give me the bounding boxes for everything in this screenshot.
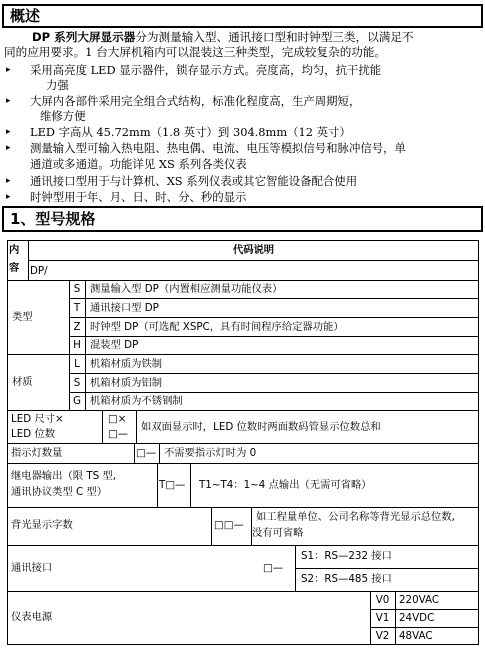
type-desc: 时钟型 DP（可选配 XSPC，具有时间程序给定器功能） <box>90 321 344 333</box>
material-code: S <box>73 377 81 389</box>
bullet-4-line-2: 通道或多通道。功能详见 XS 系列各类仪表 <box>30 157 247 171</box>
table-header-content-2: 容 <box>9 262 20 274</box>
backlight-desc-line-1: 如工程量单位、公司名称等背光显示总位数, <box>256 511 455 523</box>
relay-desc: T1~T4：1~4 点输出（无需可省略） <box>199 479 372 491</box>
led-desc: 如双面显示时，LED 位数时两面数码管显示位数总和 <box>141 421 381 433</box>
material-desc: 机箱材质为铝制 <box>90 377 163 389</box>
comm-option: S2：RS—485 接口 <box>301 573 392 585</box>
bullet-3-line-1: LED 字高从 45.72mm（1.8 英寸）到 304.8mm（12 英寸） <box>30 125 351 139</box>
bullet-2-line-2: 维修方便 <box>40 109 86 123</box>
type-code: H <box>73 339 81 351</box>
intro-line-1 <box>32 30 482 45</box>
spec-heading <box>2 206 483 232</box>
power-desc: 24VDC <box>399 612 435 624</box>
type-label: 类型 <box>12 311 33 323</box>
power-code: V2 <box>375 630 390 642</box>
bullet-icon: ▸ <box>6 192 11 202</box>
table-header-title: 代码说明 <box>232 244 275 256</box>
overview-heading <box>2 4 483 28</box>
material-code: G <box>73 395 81 407</box>
relay-code: T□— <box>159 479 186 491</box>
led-label-line-2: LED 位数 <box>11 428 56 440</box>
type-code: T <box>73 302 81 314</box>
backlight-label: 背光显示字数 <box>11 519 73 531</box>
material-code: L <box>74 358 80 370</box>
type-code: S <box>73 283 81 295</box>
material-label: 材质 <box>12 376 33 388</box>
bullet-6-line-1: 时钟型用于年、月、日、时、分、秒的显示 <box>30 190 247 204</box>
bullet-5-line-1: 通讯接口型用于与计算机、XS 系列仪表或其它智能设备配合使用 <box>30 174 358 188</box>
type-code: Z <box>73 321 81 333</box>
comm-code: □— <box>263 562 284 574</box>
comm-label: 通讯接口 <box>11 562 53 574</box>
material-desc: 机箱材质为不锈钢制 <box>90 395 183 407</box>
bullet-2-line-1: 大屏内各部件采用完全组合式结构，标准化程度高，生产周期短， <box>30 94 361 108</box>
led-code-line-2: □— <box>108 428 129 440</box>
indicator-label: 指示灯数量 <box>11 447 63 459</box>
bullet-1-line-2: 力强 <box>46 78 69 92</box>
bullet-icon: ▸ <box>6 127 11 137</box>
backlight-desc-line-2: 没有可省略 <box>252 527 304 539</box>
bullet-icon: ▸ <box>6 65 11 75</box>
intro-line-2: 同的应用要求。1 台大屏机箱内可以混装这三种类型，完成较复杂的功能。 <box>4 45 387 59</box>
relay-label-line-2: 通讯协议类型 C 型） <box>11 486 108 498</box>
indicator-desc: 不需要指示灯时为 0 <box>164 447 257 459</box>
intro-line-1-rest: 分为测量输入型、通讯接口型和时钟型三类，以满足不 <box>135 30 414 44</box>
power-desc: 220VAC <box>399 594 440 606</box>
bullet-4-line-1: 测量输入型可输入热电阻、热电偶、电流、电压等模拟信号和脉冲信号，单 <box>30 141 406 155</box>
table-header-content-1: 内 <box>9 244 20 256</box>
power-code: V1 <box>375 612 390 624</box>
comm-option: S1：RS—232 接口 <box>301 550 392 562</box>
power-code: V0 <box>375 594 390 606</box>
led-label-line-1: LED 尺寸× <box>11 413 64 425</box>
type-desc: 测量输入型 DP（内置相应测量功能仪表） <box>90 283 283 295</box>
overview-heading-text: 概述 <box>10 7 41 25</box>
bullet-icon: ▸ <box>6 96 11 106</box>
intro-product-name: DP 系列大屏显示器 <box>32 30 136 44</box>
type-desc: 混装型 DP <box>90 339 139 351</box>
spec-heading-text: 1、型号规格 <box>10 210 96 228</box>
type-desc: 通讯接口型 DP <box>90 302 159 314</box>
bullet-icon: ▸ <box>6 176 11 186</box>
bullet-icon: ▸ <box>6 143 11 153</box>
model-prefix: DP/ <box>30 265 48 277</box>
indicator-code: □— <box>136 447 157 459</box>
power-label: 仪表电源 <box>11 611 53 623</box>
led-code-line-1: □× <box>108 413 127 425</box>
relay-label-line-1: 继电器输出（限 TS 型, <box>11 470 117 482</box>
power-desc: 48VAC <box>399 630 433 642</box>
bullet-1-line-1: 采用高亮度 LED 显示器件，锁存显示方式。亮度高，均匀，抗干扰能 <box>30 63 382 77</box>
material-desc: 机箱材质为铁制 <box>90 358 163 370</box>
backlight-code: □□— <box>214 519 244 531</box>
